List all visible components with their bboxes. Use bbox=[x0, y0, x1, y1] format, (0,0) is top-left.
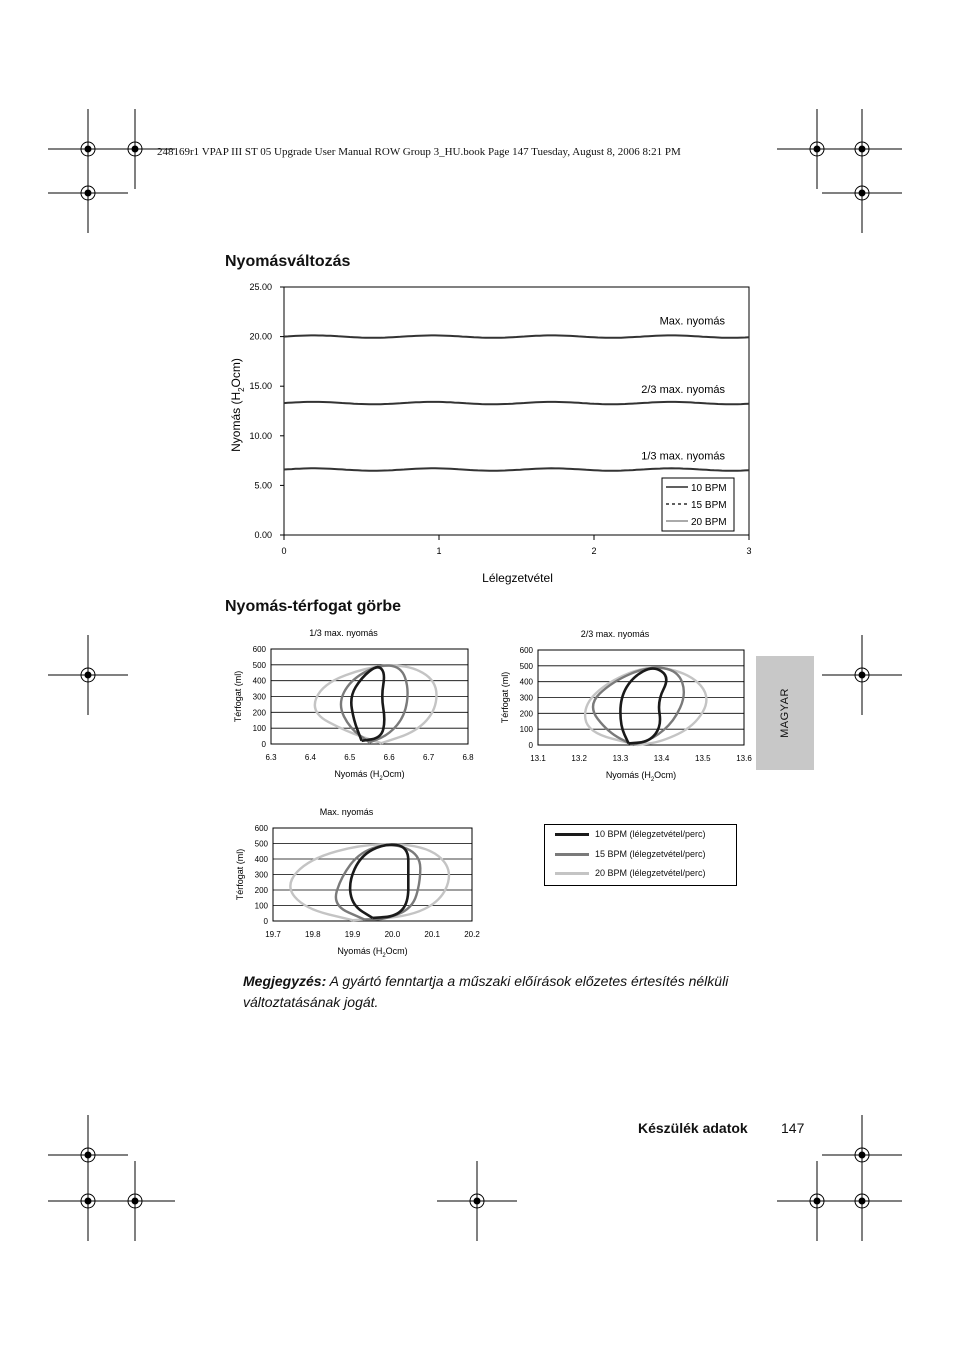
y-tick-label: 200 bbox=[252, 708, 266, 718]
y-axis-label-part: Ocm) bbox=[229, 358, 243, 388]
x-tick-label: 3 bbox=[746, 546, 752, 556]
x-tick-label: 13.5 bbox=[695, 754, 711, 763]
level-label: 2/3 max. nyomás bbox=[641, 384, 725, 397]
y-tick-label: 100 bbox=[254, 901, 268, 911]
registration-mark-dot bbox=[85, 1198, 91, 1204]
registration-mark-dot bbox=[85, 190, 91, 196]
x-axis-label-part: Nyomás (H bbox=[334, 769, 380, 779]
registration-mark-dot bbox=[859, 1152, 865, 1158]
legend-label: 15 BPM bbox=[691, 500, 727, 511]
pv-chart-max bbox=[225, 800, 487, 965]
x-tick-label: 13.1 bbox=[530, 754, 546, 763]
section-title-pv-curve: Nyomás-térfogat görbe bbox=[225, 598, 402, 615]
pv-legend bbox=[544, 824, 737, 886]
y-tick-label: 500 bbox=[519, 661, 533, 671]
registration-mark-dot bbox=[474, 1198, 480, 1204]
pressure-variation-chart bbox=[215, 280, 775, 590]
x-tick-label: 1 bbox=[436, 546, 442, 556]
y-axis-label-part: 2 bbox=[237, 387, 246, 392]
legend-swatch bbox=[555, 853, 589, 856]
legend-swatch bbox=[555, 872, 589, 875]
y-tick-label: 0 bbox=[261, 740, 266, 749]
x-axis-label-part: Nyomás (H bbox=[337, 946, 383, 956]
note-paragraph bbox=[243, 971, 763, 1013]
x-tick-label: 0 bbox=[281, 546, 287, 556]
y-tick-label: 10.00 bbox=[249, 430, 272, 441]
y-tick-label: 25.00 bbox=[249, 282, 272, 292]
y-axis-label: Térfogat (ml) bbox=[500, 671, 510, 724]
x-tick-label: 6.7 bbox=[423, 753, 435, 762]
y-axis-label: Térfogat (ml) bbox=[235, 848, 245, 901]
y-tick-label: 300 bbox=[252, 692, 266, 702]
chart-title: 1/3 max. nyomás bbox=[309, 628, 378, 638]
y-tick-label: 200 bbox=[254, 886, 268, 895]
x-axis-label-part: Ocm) bbox=[382, 769, 405, 779]
registration-mark-dot bbox=[814, 146, 820, 152]
y-tick-label: 400 bbox=[519, 677, 533, 687]
pv-legend-item-10 bbox=[555, 829, 706, 839]
y-tick-label: 600 bbox=[252, 645, 266, 654]
y-tick-label: 15.00 bbox=[249, 381, 272, 392]
x-axis-label-part: 2 bbox=[379, 776, 383, 782]
y-tick-label: 500 bbox=[254, 839, 268, 849]
registration-mark-dot bbox=[859, 190, 865, 196]
x-tick-label: 20.0 bbox=[384, 930, 401, 939]
registration-mark-dot bbox=[132, 146, 138, 152]
x-tick-label: 2 bbox=[591, 546, 597, 556]
x-tick-label: 19.7 bbox=[265, 930, 281, 939]
y-tick-label: 5.00 bbox=[254, 480, 272, 491]
pv-legend-item-20 bbox=[555, 868, 706, 878]
note-text: A gyártó fenntartja a műszaki előírások előzetes értesítés nélküli változtatásának jogát. bbox=[243, 973, 729, 1010]
legend-label: 10 BPM (lélegzetvétel/perc) bbox=[595, 829, 706, 839]
legend-label: 15 BPM (lélegzetvétel/perc) bbox=[595, 849, 706, 859]
y-tick-label: 600 bbox=[254, 824, 268, 833]
x-tick-label: 19.8 bbox=[305, 930, 321, 939]
registration-mark-dot bbox=[85, 1152, 91, 1158]
x-tick-label: 20.1 bbox=[424, 930, 440, 939]
side-tab-label: MAGYAR bbox=[779, 688, 791, 738]
y-tick-label: 200 bbox=[519, 709, 533, 719]
x-tick-label: 6.4 bbox=[304, 753, 316, 762]
registration-mark-dot bbox=[814, 1198, 820, 1204]
registration-mark-dot bbox=[85, 146, 91, 152]
chart-title: Max. nyomás bbox=[319, 807, 374, 817]
legend-label: 20 BPM bbox=[691, 517, 727, 528]
registration-mark-dot bbox=[859, 146, 865, 152]
x-axis-label-part: Ocm) bbox=[385, 946, 408, 956]
legend-label: 10 BPM bbox=[691, 483, 727, 494]
y-tick-label: 20.00 bbox=[249, 331, 272, 342]
registration-mark-dot bbox=[85, 672, 91, 678]
x-axis-label: Lélegzetvétel bbox=[482, 571, 553, 585]
y-tick-label: 300 bbox=[519, 693, 533, 703]
y-tick-label: 500 bbox=[252, 660, 266, 670]
x-tick-label: 19.9 bbox=[344, 930, 361, 939]
registration-mark-dot bbox=[859, 672, 865, 678]
x-tick-label: 6.6 bbox=[383, 753, 395, 762]
registration-mark-dot bbox=[859, 1198, 865, 1204]
y-tick-label: 300 bbox=[254, 870, 268, 880]
pv-chart-one-third bbox=[225, 622, 485, 787]
y-tick-label: 100 bbox=[252, 724, 266, 734]
y-tick-label: 0 bbox=[263, 917, 268, 926]
y-tick-label: 400 bbox=[252, 676, 266, 686]
chart-title: 2/3 max. nyomás bbox=[580, 629, 650, 639]
y-tick-label: 600 bbox=[519, 646, 533, 655]
x-tick-label: 13.4 bbox=[653, 754, 670, 763]
section-title-pressure-variation: Nyomásváltozás bbox=[225, 253, 351, 270]
registration-mark-dot bbox=[132, 1198, 138, 1204]
y-tick-label: 100 bbox=[519, 725, 533, 735]
language-side-tab bbox=[756, 656, 814, 770]
x-tick-label: 13.2 bbox=[571, 754, 587, 763]
legend-label: 20 BPM (lélegzetvétel/perc) bbox=[595, 868, 706, 878]
x-axis-label-part: 2 bbox=[650, 777, 655, 783]
x-tick-label: 20.2 bbox=[464, 930, 480, 939]
y-axis-label: Térfogat (ml) bbox=[233, 670, 243, 723]
page-number: 147 bbox=[781, 1120, 805, 1136]
note-label: Megjegyzés: bbox=[243, 973, 327, 989]
x-tick-label: 6.8 bbox=[462, 753, 474, 762]
x-axis-label-part: Nyomás (H bbox=[605, 770, 651, 780]
y-tick-label: 400 bbox=[254, 855, 268, 864]
y-axis-label bbox=[229, 358, 246, 452]
x-axis-label-part: 2 bbox=[382, 953, 386, 959]
legend-swatch bbox=[555, 833, 589, 836]
x-axis-label bbox=[334, 769, 404, 782]
x-tick-label: 13.6 bbox=[736, 754, 752, 763]
x-tick-label: 6.5 bbox=[344, 753, 356, 762]
y-tick-label: 0.00 bbox=[254, 530, 272, 540]
x-tick-label: 6.3 bbox=[265, 753, 277, 762]
x-axis-label bbox=[337, 946, 407, 959]
footer-section-title: Készülék adatok bbox=[638, 1120, 748, 1136]
pv-legend-item-15 bbox=[555, 849, 706, 859]
x-axis-label-part: Ocm) bbox=[654, 770, 677, 780]
level-label: 1/3 max. nyomás bbox=[641, 450, 725, 463]
x-axis-label bbox=[606, 770, 676, 783]
pv-chart-two-thirds bbox=[492, 622, 754, 787]
print-header: 248169r1 VPAP III ST 05 Upgrade User Manual ROW Group 3_HU.book Page 147 Tuesday, August 8, 2006 8:21 PM bbox=[157, 146, 681, 158]
y-axis-label-part: Nyomás (H bbox=[229, 391, 243, 452]
level-label: Max. nyomás bbox=[659, 315, 725, 328]
x-tick-label: 13.3 bbox=[612, 754, 629, 763]
y-tick-label: 0 bbox=[528, 741, 533, 750]
